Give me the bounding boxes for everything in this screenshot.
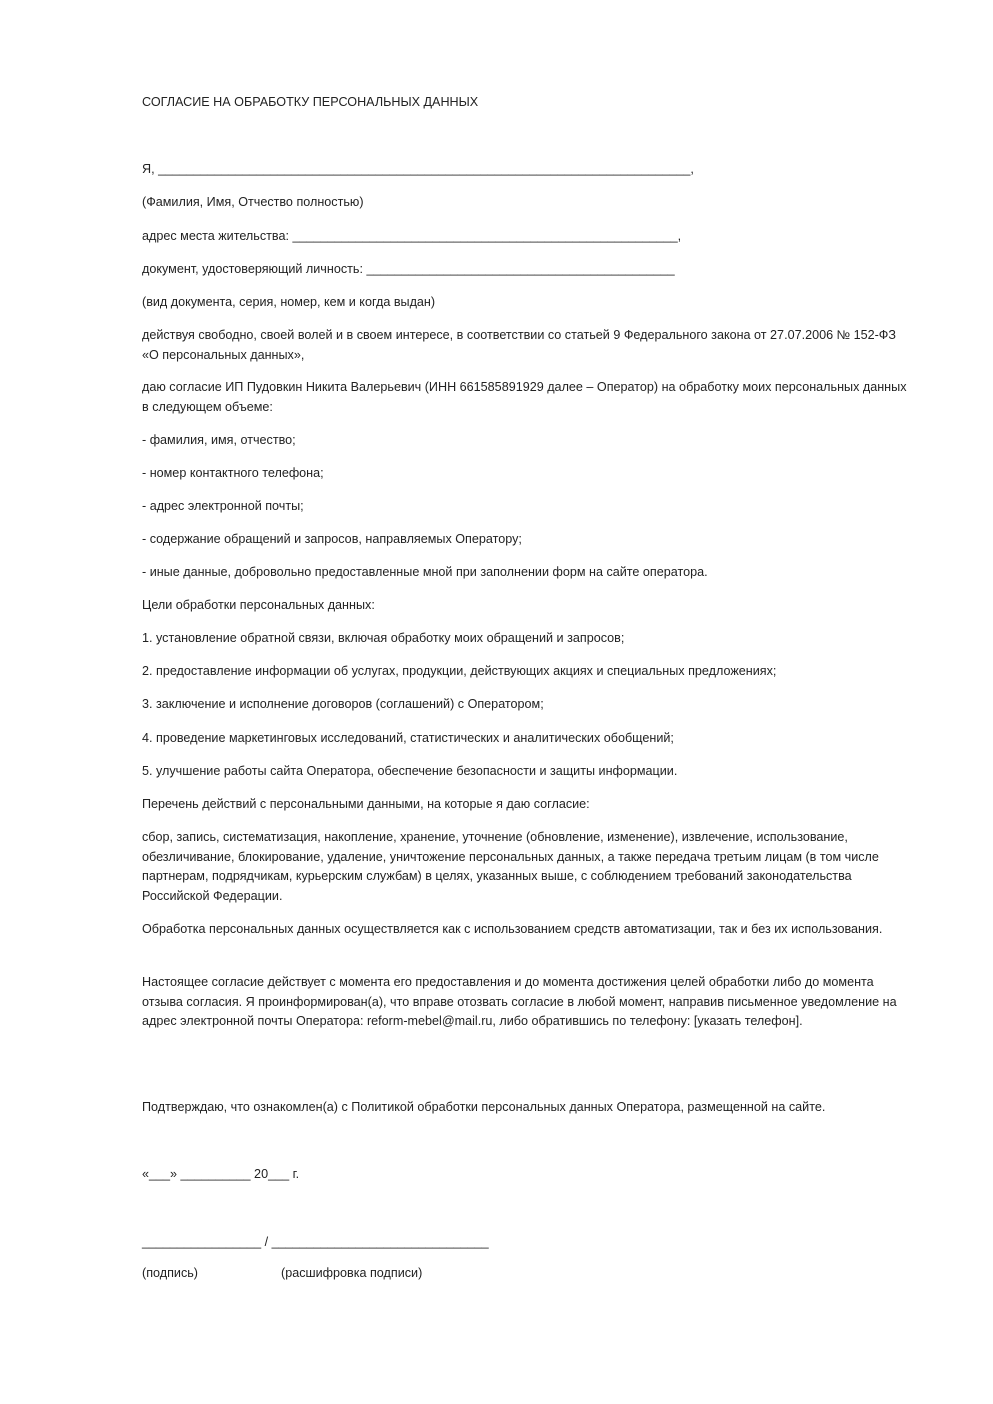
acting-clause: действуя свободно, своей волей и в своем интересе, в соответствии со статьей 9 Федерального закона от 27.07.2006 № 152-ФЗ «О персональных данных», [142,328,900,362]
purpose-item: 2. предоставление информации об услугах, продукции, действующих акциях и специальных предложениях; [142,664,777,678]
consent-clause: даю согласие ИП Пудовкин Никита Валерьевич (ИНН 661585891929 далее – Оператор) на обработку моих персональных данных в следующем объеме: [142,380,910,414]
policy-confirmation: Подтверждаю, что ознакомлен(а) с Политикой обработки персональных данных Оператора, размещенной на сайте. [142,1100,826,1114]
purpose-item: 1. установление обратной связи, включая обработку моих обращений и запросов; [142,631,625,645]
consent-document [142,0,912,1404]
id-document-hint: (вид документа, серия, номер, кем и когда выдан) [142,295,436,309]
purpose-item: 3. заключение и исполнение договоров (соглашений) с Оператором; [142,697,544,711]
signature-decoding-label: (расшифровка подписи) [281,1266,423,1280]
name-fill-line: Я, ____________________________________________________________________________, [142,162,694,176]
document-title: СОГЛАСИЕ НА ОБРАБОТКУ ПЕРСОНАЛЬНЫХ ДАННЫХ [142,95,479,109]
validity-clause: Настоящее согласие действует с момента его предоставления и до момента достижения целей обработки либо до момента отзыва согласия. Я проинформирован(а), что вправе отозвать согласие в любой момент, направив письменное уведомление на адрес электронной почты Оператора: reform-mebel@mail.ru, либо обратившись по телефону: [указать телефон]. [142,975,901,1028]
data-item: - номер контактного телефона; [142,466,324,480]
purpose-item: 4. проведение маркетинговых исследований, статистических и аналитических обобщений; [142,731,674,745]
data-item: - иные данные, добровольно предоставленные мной при заполнении форм на сайте оператора. [142,565,708,579]
date-fill-line: «___» __________ 20___ г. [142,1167,300,1181]
address-fill-line: адрес места жительства: _______________________________________________________, [142,229,682,243]
processing-method: Обработка персональных данных осуществляется как с использованием средств автоматизации, так и без их использования. [142,922,883,936]
purposes-heading: Цели обработки персональных данных: [142,598,375,612]
data-item: - фамилия, имя, отчество; [142,433,296,447]
id-document-fill-line: документ, удостоверяющий личность: ____________________________________________ [142,262,675,276]
actions-heading: Перечень действий с персональными данными, на которые я даю согласие: [142,797,590,811]
data-item: - адрес электронной почты; [142,499,304,513]
signature-fill-line: _________________ / _______________________________ [142,1235,489,1249]
name-hint: (Фамилия, Имя, Отчество полностью) [142,195,364,209]
signature-label: (подпись) [142,1266,198,1280]
data-item: - содержание обращений и запросов, направляемых Оператору; [142,532,522,546]
actions-text: сбор, запись, систематизация, накопление, хранение, уточнение (обновление, изменение), извлечение, использование, обезличивание, блокирование, удаление, уничтожение персональных данных, а также передача третьим лицам (в том числе партнерам, подрядчикам, курьерским службам) в целях, указанных выше, с соблюдением требований законодательства Российской Федерации. [142,830,883,903]
purpose-item: 5. улучшение работы сайта Оператора, обеспечение безопасности и защиты информации. [142,764,678,778]
